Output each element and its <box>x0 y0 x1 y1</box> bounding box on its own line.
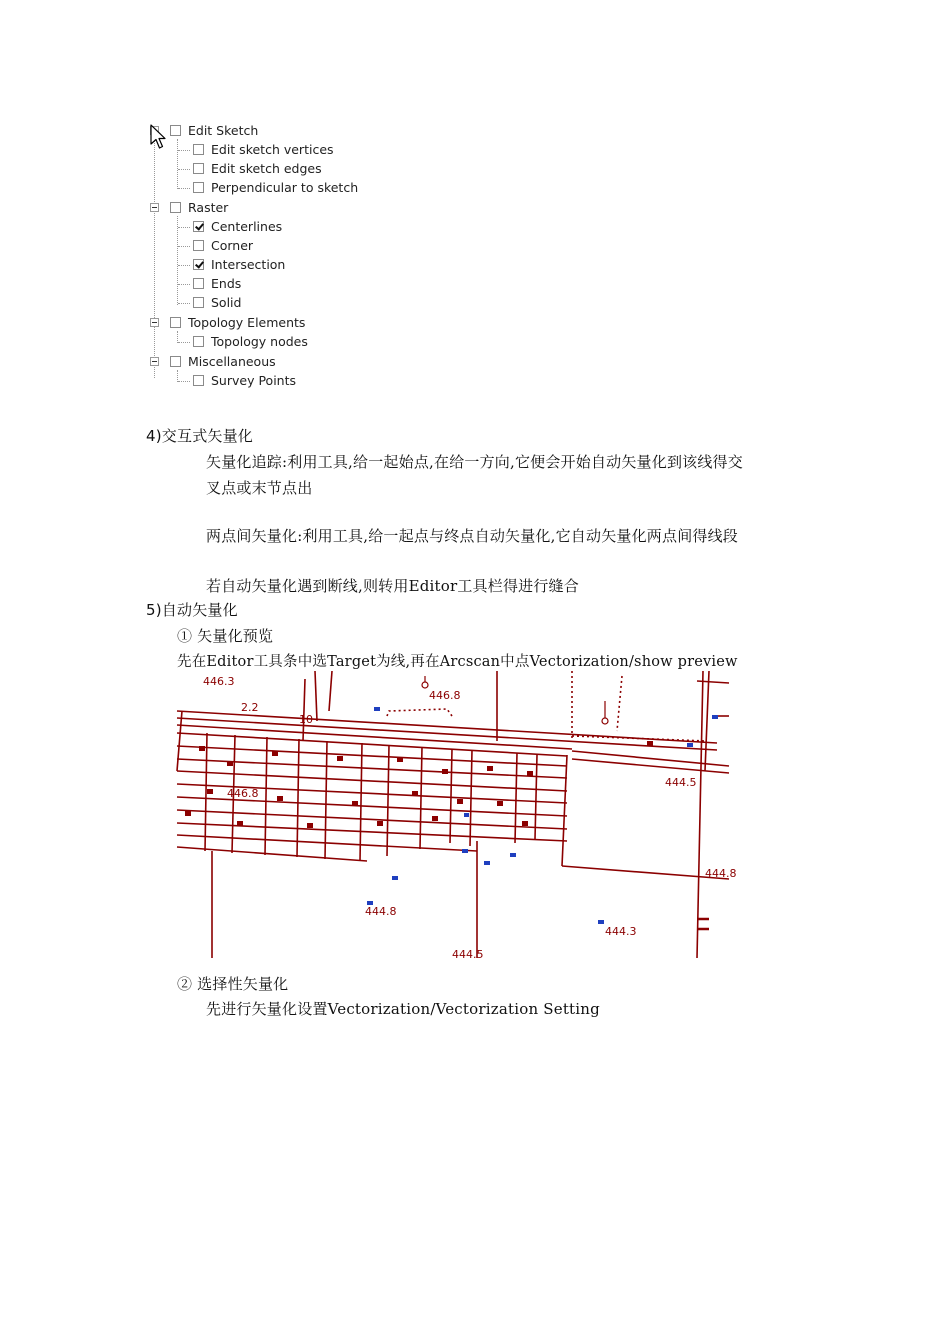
tree-item-edit-sketch-edges[interactable] <box>193 159 322 178</box>
section-4-heading: 4)交互式矢量化 <box>146 427 253 445</box>
checkbox[interactable] <box>193 144 204 155</box>
tree-connector <box>178 246 190 247</box>
tree-item-topology-elements[interactable] <box>170 313 305 332</box>
mouse-cursor-icon <box>150 124 168 152</box>
tree-item-label: Centerlines <box>211 219 283 234</box>
tree-item-intersection[interactable] <box>193 255 285 274</box>
tree-item-topology-nodes[interactable] <box>193 332 308 351</box>
tree-item-label: Survey Points <box>211 373 297 388</box>
tree-item-label: Corner <box>211 238 254 253</box>
map-label: 444.8 <box>705 867 737 880</box>
tree-connector <box>154 136 155 378</box>
tree-item-label: Miscellaneous <box>188 354 276 369</box>
map-label: 446.3 <box>203 675 235 688</box>
tree-connector <box>178 342 190 343</box>
tree-item-label: Edit sketch edges <box>211 161 322 176</box>
map-label: 446.8 <box>429 689 461 702</box>
checkbox[interactable] <box>193 163 204 174</box>
tree-item-label: Intersection <box>211 257 286 272</box>
tree-item-raster[interactable] <box>170 198 228 217</box>
map-label: 446.8 <box>227 787 259 800</box>
checkbox[interactable] <box>193 297 204 308</box>
tree-item-ends[interactable] <box>193 274 241 293</box>
paragraph: 两点间矢量化:利用工具,给一起点与终点自动矢量化,它自动矢量化两点间得线段 <box>206 527 738 545</box>
tree-connector <box>178 265 190 266</box>
tree-item-edit-sketch-vertices[interactable] <box>193 140 334 159</box>
tree-item-edit-sketch[interactable] <box>170 121 258 140</box>
paragraph-line: 矢量化追踪:利用工具,给一起始点,在给一方向,它便会开始自动矢量化到该线得交 <box>206 453 743 471</box>
tree-connector <box>177 216 178 305</box>
vectorization-preview-map <box>177 671 737 961</box>
checkbox-checked[interactable] <box>193 221 204 232</box>
checkbox[interactable] <box>170 125 181 136</box>
snapping-tree <box>146 122 366 394</box>
list-item-heading: ① 矢量化预览 <box>177 627 274 645</box>
map-label: 10 <box>299 713 313 726</box>
tree-connector <box>178 381 190 382</box>
tree-connector <box>178 303 190 304</box>
paragraph: 先在Editor工具条中选Target为线,再在Arcscan中点Vectorization/show preview <box>177 654 738 670</box>
checkbox[interactable] <box>193 375 204 386</box>
checkbox[interactable] <box>193 278 204 289</box>
paragraph: 若自动矢量化遇到断线,则转用Editor工具栏得进行缝合 <box>206 577 579 595</box>
checkbox[interactable] <box>170 317 181 328</box>
tree-item-label: Edit Sketch <box>188 123 259 138</box>
tree-item-label: Raster <box>188 200 229 215</box>
tree-item-label: Topology nodes <box>211 334 308 349</box>
map-label: 444.8 <box>365 905 397 918</box>
section-5-heading: 5)自动矢量化 <box>146 601 238 619</box>
tree-connector <box>178 227 190 228</box>
tree-connector <box>177 139 178 189</box>
tree-expander[interactable] <box>150 203 159 212</box>
checkbox[interactable] <box>193 336 204 347</box>
tree-connector <box>178 284 190 285</box>
checkbox[interactable] <box>193 182 204 193</box>
tree-item-label: Solid <box>211 295 242 310</box>
tree-connector <box>178 150 190 151</box>
map-label: 2.2 <box>241 701 259 714</box>
tree-item-solid[interactable] <box>193 293 241 312</box>
checkbox[interactable] <box>170 202 181 213</box>
tree-connector <box>178 169 190 170</box>
tree-item-centerlines[interactable] <box>193 217 282 236</box>
tree-item-label: Edit sketch vertices <box>211 142 334 157</box>
paragraph-line: 叉点或末节点出 <box>206 479 313 497</box>
tree-item-label: Perpendicular to sketch <box>211 180 359 195</box>
tree-item-label: Topology Elements <box>188 315 306 330</box>
tree-expander[interactable] <box>150 357 159 366</box>
paragraph: 先进行矢量化设置Vectorization/Vectorization Setting <box>206 1000 600 1018</box>
map-label: 444.3 <box>605 925 637 938</box>
tree-connector <box>178 188 190 189</box>
map-label: 444.5 <box>452 948 484 961</box>
tree-item-perpendicular[interactable] <box>193 178 358 197</box>
map-label: 444.5 <box>665 776 697 789</box>
tree-item-corner[interactable] <box>193 236 253 255</box>
tree-expander[interactable] <box>150 318 159 327</box>
tree-item-label: Ends <box>211 276 242 291</box>
checkbox[interactable] <box>170 356 181 367</box>
tree-item-miscellaneous[interactable] <box>170 352 276 371</box>
tree-item-survey-points[interactable] <box>193 371 296 390</box>
list-item-heading: ② 选择性矢量化 <box>177 975 289 993</box>
checkbox-checked[interactable] <box>193 259 204 270</box>
checkbox[interactable] <box>193 240 204 251</box>
